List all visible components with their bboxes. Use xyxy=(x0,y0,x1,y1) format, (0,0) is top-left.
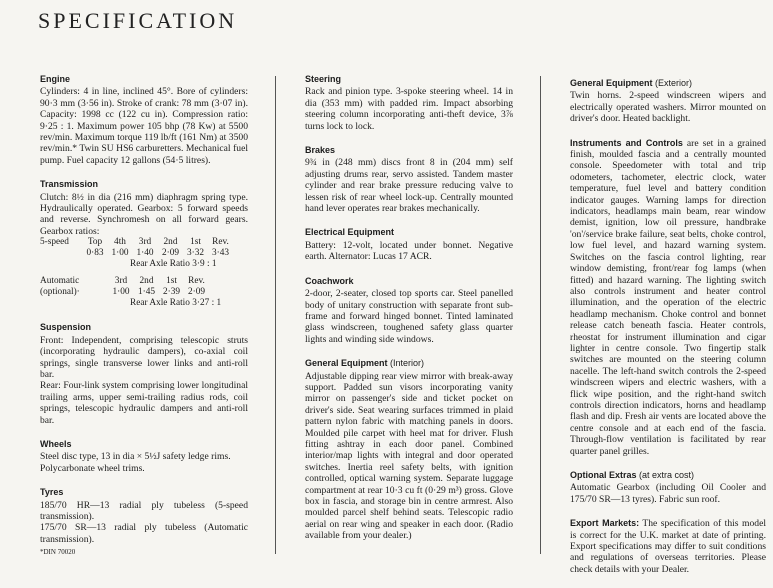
brakes-section xyxy=(305,145,513,214)
suspension-heading: Suspension xyxy=(40,322,92,333)
interior-equipment-text: Adjustable dipping rear view mirror with break-away support. Padded sun visors incorporating vanity mirror on passenger's side and ticket pocket on driver's side. Seat wearing surfaces trimmed in plaid pattern nylon fabric with matching panels in doors. Moulded pile carpet with heel mat for driver. Flush fitting ashtray in each door panel. Combined interior/map lights with integral and door operated switches. Inertia reel safety belts, with ignition controlled, optical warning system. Separate luggage compartment at rear 10·3 cu ft (0·29 m³) gross. Glove box in fascia, and storage bin in centre armrest. Also moulded parcel shelf behind seats. Telescopic radio aerial on rear wing and speaker in each door. (Radio available from your dealer.) xyxy=(305,370,513,542)
gear-ratio: 3·32 xyxy=(186,248,205,259)
page-title: SPECIFICATION xyxy=(38,8,238,33)
interior-subheading: (Interior) xyxy=(387,358,425,369)
five-speed-label: 5-speed xyxy=(40,237,69,248)
gear-header: 3rd xyxy=(114,276,128,287)
suspension-rear-text: Rear: Four-link system comprising lower longitudinal trailing arms, upper semi-trailing radius rods, coil springs, telescopic hydraulic dampers and anti-roll bar. xyxy=(40,380,248,426)
transmission-heading: Transmission xyxy=(40,179,99,190)
suspension-section xyxy=(40,322,248,426)
wheels-section xyxy=(40,439,248,474)
gear-header: Top xyxy=(87,237,103,248)
exterior-equipment-text: Twin horns. 2-speed windscreen wipers and electrically operated washers. Mirror mounted on driver's door. Heated backlight. xyxy=(570,90,766,125)
wheels-heading: Wheels xyxy=(40,438,72,449)
five-speed-header-row xyxy=(40,237,248,248)
optional-extras-text: Automatic Gearbox (including Oil Cooler and 175/70 SR—13 tyres). Fabric sun roof. xyxy=(570,482,766,505)
gear-ratio: 1·00 xyxy=(111,248,129,259)
coachwork-text: 2-door, 2-seater, closed top sports car. Steel panelled body of unitary construction with separate front sub-frame and forward hinged bonnet. Tinted laminated glass windscreen, toughened safety glass quarter lights and winding side windows. xyxy=(305,288,513,345)
exterior-equipment-section xyxy=(570,78,766,125)
gear-header: 1st xyxy=(190,237,201,248)
brakes-heading: Brakes xyxy=(305,145,336,156)
tyres-manual-text: 185/70 HR—13 radial ply tubeless (5-speed transmission). xyxy=(40,499,248,522)
gear-ratio: 1·00 xyxy=(112,287,130,298)
gear-ratios-table xyxy=(40,237,248,309)
column-2 xyxy=(305,74,513,555)
column-divider xyxy=(275,76,276,554)
tyres-heading: Tyres xyxy=(40,487,64,498)
coachwork-heading: Coachwork xyxy=(305,275,354,286)
coachwork-section xyxy=(305,276,513,345)
gear-ratio: 2·39 xyxy=(162,287,181,298)
engine-heading: Engine xyxy=(40,74,71,84)
optional-extras-heading: Optional Extras (at extra cost) xyxy=(570,470,695,480)
automatic-label: Automatic xyxy=(40,276,80,287)
gear-ratio: 1·40 xyxy=(136,248,154,259)
gear-ratio: 0·83 xyxy=(86,248,104,259)
exterior-subheading: (Exterior) xyxy=(652,78,693,88)
automatic-axle-ratio: Rear Axle Ratio 3·27 : 1 xyxy=(130,298,222,309)
instruments-text: Instruments and Controls are set in a grained finish, moulded fascia and a centrally mounted console. Speedometer with total and trip odometers, tachometer, electric clock, water temperature, fuel level and battery condition indicator gauges. Warning lamps for direction indicators, headlamps main beam, rear window demist, ignition, low oil pressure, handbrake 'on'/service brake failure, seat belts, choke control, low fuel level, and hazard warning system. Switches on the fascia control lighting, rear window demisting, front/rear fog lamps (when fitted) and hazard warning. The lighting switch also controls instrument and heater control illumination, and the operation of the electric headlamp mechanism. Choke control and bonnet release catch beneath fascia. Heater controls, rheostat for instrument illumination and cigar lighter in centre console. Two fingertip stalk switches are mounted on the steering column nacelle. The left-hand switch controls the 2-speed windscreen wipers and electric washers, with a flick wipe position, and the right-hand switch controls direction indicators, horns and headlamp flash and dip. Fresh air vents are located above the centre console and at each end of the fascia. Through-flow ventilation is facilitated by rear quarter panel grilles. xyxy=(570,137,766,457)
gear-header: 3rd xyxy=(138,237,152,248)
instruments-heading: Instruments and Controls xyxy=(570,137,683,148)
steering-heading: Steering xyxy=(305,74,342,84)
electrical-heading: Electrical Equipment xyxy=(305,227,395,238)
optional-extras-subheading: (at extra cost) xyxy=(636,470,695,480)
electrical-section xyxy=(305,227,513,262)
gear-ratio: 2·09 xyxy=(161,248,180,259)
automatic-optional-label: (optional)· xyxy=(40,287,80,298)
column-divider xyxy=(540,76,541,554)
automatic-header-row xyxy=(40,276,248,287)
column-3 xyxy=(570,78,766,588)
gear-header: Rev. xyxy=(188,276,205,287)
gear-ratio: 1·45 xyxy=(137,287,156,298)
steering-section xyxy=(305,74,513,132)
brakes-text: 9¾ in (248 mm) discs front 8 in (204 mm) self adjusting drums rear, servo assisted. Tandem master cylinder and rear brake pressure reducing valve to lessen risk of rear wheel lock-up. Centrally mounted hand lever operates rear brakes mechanically. xyxy=(305,157,513,215)
interior-equipment-heading: General Equipment (Interior) xyxy=(305,358,425,369)
suspension-front-text: Front: Independent, comprising telescopic struts (incorporating hydraulic dampers), co-axial coil springs, single transverse lower links and anti-roll bar. xyxy=(40,334,248,380)
tyres-section xyxy=(40,487,248,558)
transmission-text: Clutch: 8½ in dia (216 mm) diaphragm spring type. Hydraulically operated. Gearbox: 5 forward speeds and reverse. Synchromesh on all forward gears. Gearbox ratios: xyxy=(40,191,248,237)
engine-section xyxy=(40,74,248,166)
tyres-automatic-text: 175/70 SR—13 radial ply tubeless (Automatic transmission). xyxy=(40,522,248,545)
gear-ratio: 3·43 xyxy=(211,248,230,259)
steering-text: Rack and pinion type. 3-spoke steering wheel. 14 in dia (353 mm) with padded rim. Impact absorbing steering column incorporating anti-theft device, 3⅞ turns lock to lock. xyxy=(305,86,513,132)
instruments-section xyxy=(570,138,766,457)
wheels-trim-text: Polycarbonate wheel trims. xyxy=(40,462,145,474)
transmission-section xyxy=(40,179,248,309)
automatic-values-row xyxy=(40,287,248,298)
export-markets-section xyxy=(570,518,766,575)
optional-extras-section xyxy=(570,470,766,505)
gear-header: 2nd xyxy=(139,276,154,287)
electrical-text: Battery: 12-volt, located under bonnet. Negative earth. Alternator: Lucas 17 ACR. xyxy=(305,239,513,263)
gear-header: 4th xyxy=(114,237,126,248)
export-markets-text: Export Markets: The specification of this model is correct for the U.K. market at date of printing. Export specifications may differ to suit conditions and regulations of overseas territories. Please check details with your Dealer. xyxy=(570,518,766,575)
exterior-equipment-heading: General Equipment (Exterior) xyxy=(570,78,693,88)
gear-header: 1st xyxy=(166,276,177,287)
din-footnote: *DIN 70020 xyxy=(40,548,76,557)
wheels-text: Steel disc type, 13 in dia × 5½J safety ledge rims. xyxy=(40,451,231,463)
gear-header: Rev. xyxy=(212,237,229,248)
interior-equipment-section xyxy=(305,358,513,542)
five-speed-values-row xyxy=(40,248,248,259)
export-markets-heading: Export Markets: xyxy=(570,518,640,529)
column-1 xyxy=(40,74,248,572)
gear-ratio: 2·09 xyxy=(187,287,206,298)
engine-text: Cylinders: 4 in line, inclined 45°. Bore of cylinders: 90·3 mm (3·56 in). Stroke of crank: 78 mm (3·07 in). Capacity: 1998 cc (122 cu in). Compression ratio: 9·25 : 1. Maximum power 105 bhp (78 Kw) at 5500 rev/min. Maximum torque 119 lb/ft (161 Nm) at 3500 rev/min.* Twin SU HS6 carburetters. Mechanical fuel pump. Fuel capacity 12 gallons (54·5 litres). xyxy=(40,86,248,166)
gear-header: 2nd xyxy=(163,237,178,248)
five-speed-axle-ratio: Rear Axle Ratio 3·9 : 1 xyxy=(130,259,217,270)
